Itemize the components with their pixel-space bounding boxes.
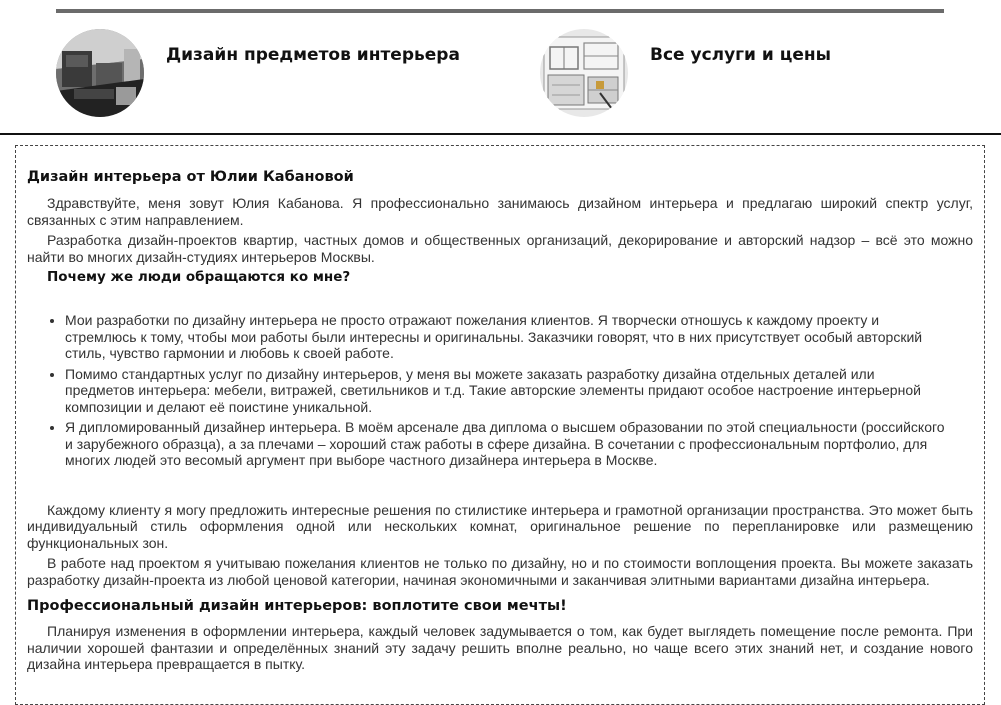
nav-card-services-prices[interactable] (540, 29, 831, 117)
list-item: • Помимо стандартных услуг по дизайну интерьеров, у меня вы можете заказать разработку дизайна отдельных деталей или предметов интерьера: мебели, витражей, светильников и т.д. Такие авторские элементы придают особое настроение интерьерной композиции и делают её поистине уникальной. (65, 366, 945, 416)
nav-title-interior-items[interactable]: Дизайн предметов интерьера (166, 45, 460, 65)
benefits-list (27, 312, 945, 469)
intro-paragraph-2: Разработка дизайн-проектов квартир, частных домов и общественных организаций, декорирование и авторский надзор – всё это можно найти во многих дизайн-студиях интерьеров Москвы. (27, 232, 973, 265)
interior-sketch-thumbnail-icon[interactable] (540, 29, 628, 117)
article-container (15, 145, 985, 705)
top-divider (56, 9, 944, 13)
list-item: • Я дипломированный дизайнер интерьера. В моём арсенале два диплома о высшем образовании по этой специальности (российского и зарубежного образца), а за плечами – хороший стаж работы в сфере дизайна. В сочетании с профессиональным портфолио, для многих людей это весомый аргумент при выборе частного дизайнера интерьера в Москве. (65, 419, 945, 469)
spacer (27, 473, 973, 502)
interior-photo-thumbnail-icon[interactable] (56, 29, 144, 117)
nav-title-services-prices[interactable]: Все услуги и цены (650, 45, 831, 65)
outro-paragraph-2: В работе над проектом я учитываю пожелания клиентов не только по дизайну, но и по стоимости воплощения проекта. Вы можете заказать разработку дизайн-проекта из любой ценовой категории, начиная экономичными и заканчивая элитными вариантами дизайна интерьера. (27, 555, 973, 588)
intro-paragraph-1: Здравствуйте, меня зовут Юлия Кабанова. Я профессионально занимаюсь дизайном интерьера и предлагаю широкий спектр услуг, связанных с этим направлением. (27, 195, 973, 228)
article-heading: Дизайн интерьера от Юлии Кабановой (27, 169, 354, 185)
final-paragraph: Планируя изменения в оформлении интерьера, каждый человек задумывается о том, как будет выглядеть помещение после ремонта. При наличии хорошей фантазии и определённых знаний эту задачу решить вполне реально, но чаще всего этих знаний нет, и создание нового дизайна интерьера превращается в пытку. (27, 623, 973, 672)
section-heading: Профессиональный дизайн интерьеров: воплотите свои мечты! (27, 598, 567, 614)
why-subheading: Почему же люди обращаются ко мне? (47, 269, 351, 285)
list-item: • Мои разработки по дизайну интерьера не просто отражают пожелания клиентов. Я творчески отношусь к каждому проекту и стремлюсь к тому, чтобы мои работы были интересны и оригинальны. Заказчики говорят, что в них присутствует особый авторский стиль, чувство гармонии и любовь к своей работе. (65, 312, 945, 362)
header-divider (0, 133, 1001, 135)
nav-card-interior-items[interactable] (56, 29, 460, 117)
outro-paragraph-1: Каждому клиенту я могу предложить интересные решения по стилистике интерьера и грамотной организации пространства. Это может быть индивидуальный стиль оформления одной или нескольких комнат, оригинальное решение по перепланировке или размещению функциональных зон. (27, 501, 973, 551)
